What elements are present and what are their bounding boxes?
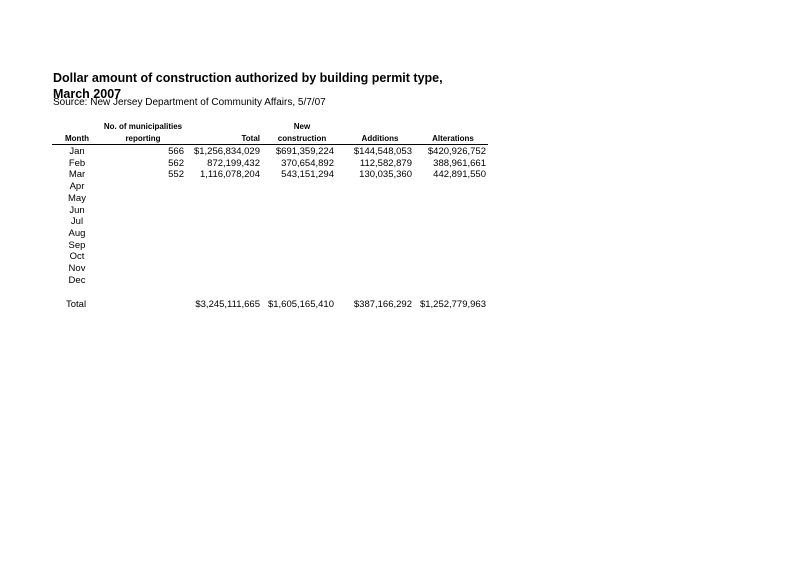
row-municipalities: 566 bbox=[168, 146, 184, 157]
row-month: Jan bbox=[69, 146, 85, 157]
header-municipalities-line1: No. of municipalities bbox=[103, 122, 183, 131]
row-month: Nov bbox=[68, 263, 86, 274]
row-new-construction: 370,654,892 bbox=[281, 157, 334, 169]
header-month: Month bbox=[65, 134, 89, 143]
row-additions: 130,035,360 bbox=[359, 169, 412, 181]
row-new-construction: 543,151,294 bbox=[281, 169, 334, 181]
header-alterations: Alterations bbox=[432, 134, 474, 143]
row-total: 872,199,432 bbox=[207, 157, 260, 169]
row-month: Mar bbox=[68, 169, 86, 181]
row-month: Aug bbox=[68, 227, 86, 239]
row-alterations: 388,961,661 bbox=[433, 157, 486, 169]
row-month: Jun bbox=[69, 204, 85, 216]
total-additions: $387,166,292 bbox=[353, 299, 412, 310]
row-additions: 112,582,879 bbox=[359, 157, 412, 169]
header-rule bbox=[52, 144, 488, 145]
row-month: May bbox=[68, 192, 86, 204]
row-municipalities: 562 bbox=[168, 157, 184, 169]
row-alterations: $420,926,752 bbox=[427, 146, 486, 157]
row-new-construction: $691,359,224 bbox=[275, 146, 334, 157]
header-new-line2: construction bbox=[277, 134, 327, 143]
row-month: Feb bbox=[68, 157, 86, 169]
row-additions: $144,548,053 bbox=[353, 146, 412, 157]
row-alterations: 442,891,550 bbox=[433, 169, 486, 181]
header-total: Total bbox=[241, 134, 260, 143]
source-note: Source: New Jersey Department of Community Affairs, 5/7/07 bbox=[53, 97, 326, 108]
header-new-line1: New bbox=[293, 122, 311, 131]
header-municipalities-line2: reporting bbox=[125, 134, 161, 143]
total-label: Total bbox=[66, 299, 87, 310]
total-total: $3,245,111,665 bbox=[195, 299, 260, 310]
row-month: Dec bbox=[68, 274, 86, 286]
row-month: Apr bbox=[69, 181, 85, 193]
row-month: Jul bbox=[70, 216, 84, 228]
row-month: Oct bbox=[69, 251, 85, 263]
title-line-1: Dollar amount of construction authorized by building permit type, bbox=[53, 71, 443, 85]
row-municipalities: 552 bbox=[168, 169, 184, 181]
header-additions: Additions bbox=[361, 134, 399, 143]
total-alterations: $1,252,779,963 bbox=[419, 299, 486, 310]
total-new-construction: $1,605,165,410 bbox=[267, 299, 334, 310]
row-total: 1,116,078,204 bbox=[199, 169, 260, 181]
row-month: Sep bbox=[68, 239, 86, 251]
row-total: $1,256,834,029 bbox=[193, 146, 260, 157]
title-line-2: March 2007 bbox=[53, 87, 122, 101]
